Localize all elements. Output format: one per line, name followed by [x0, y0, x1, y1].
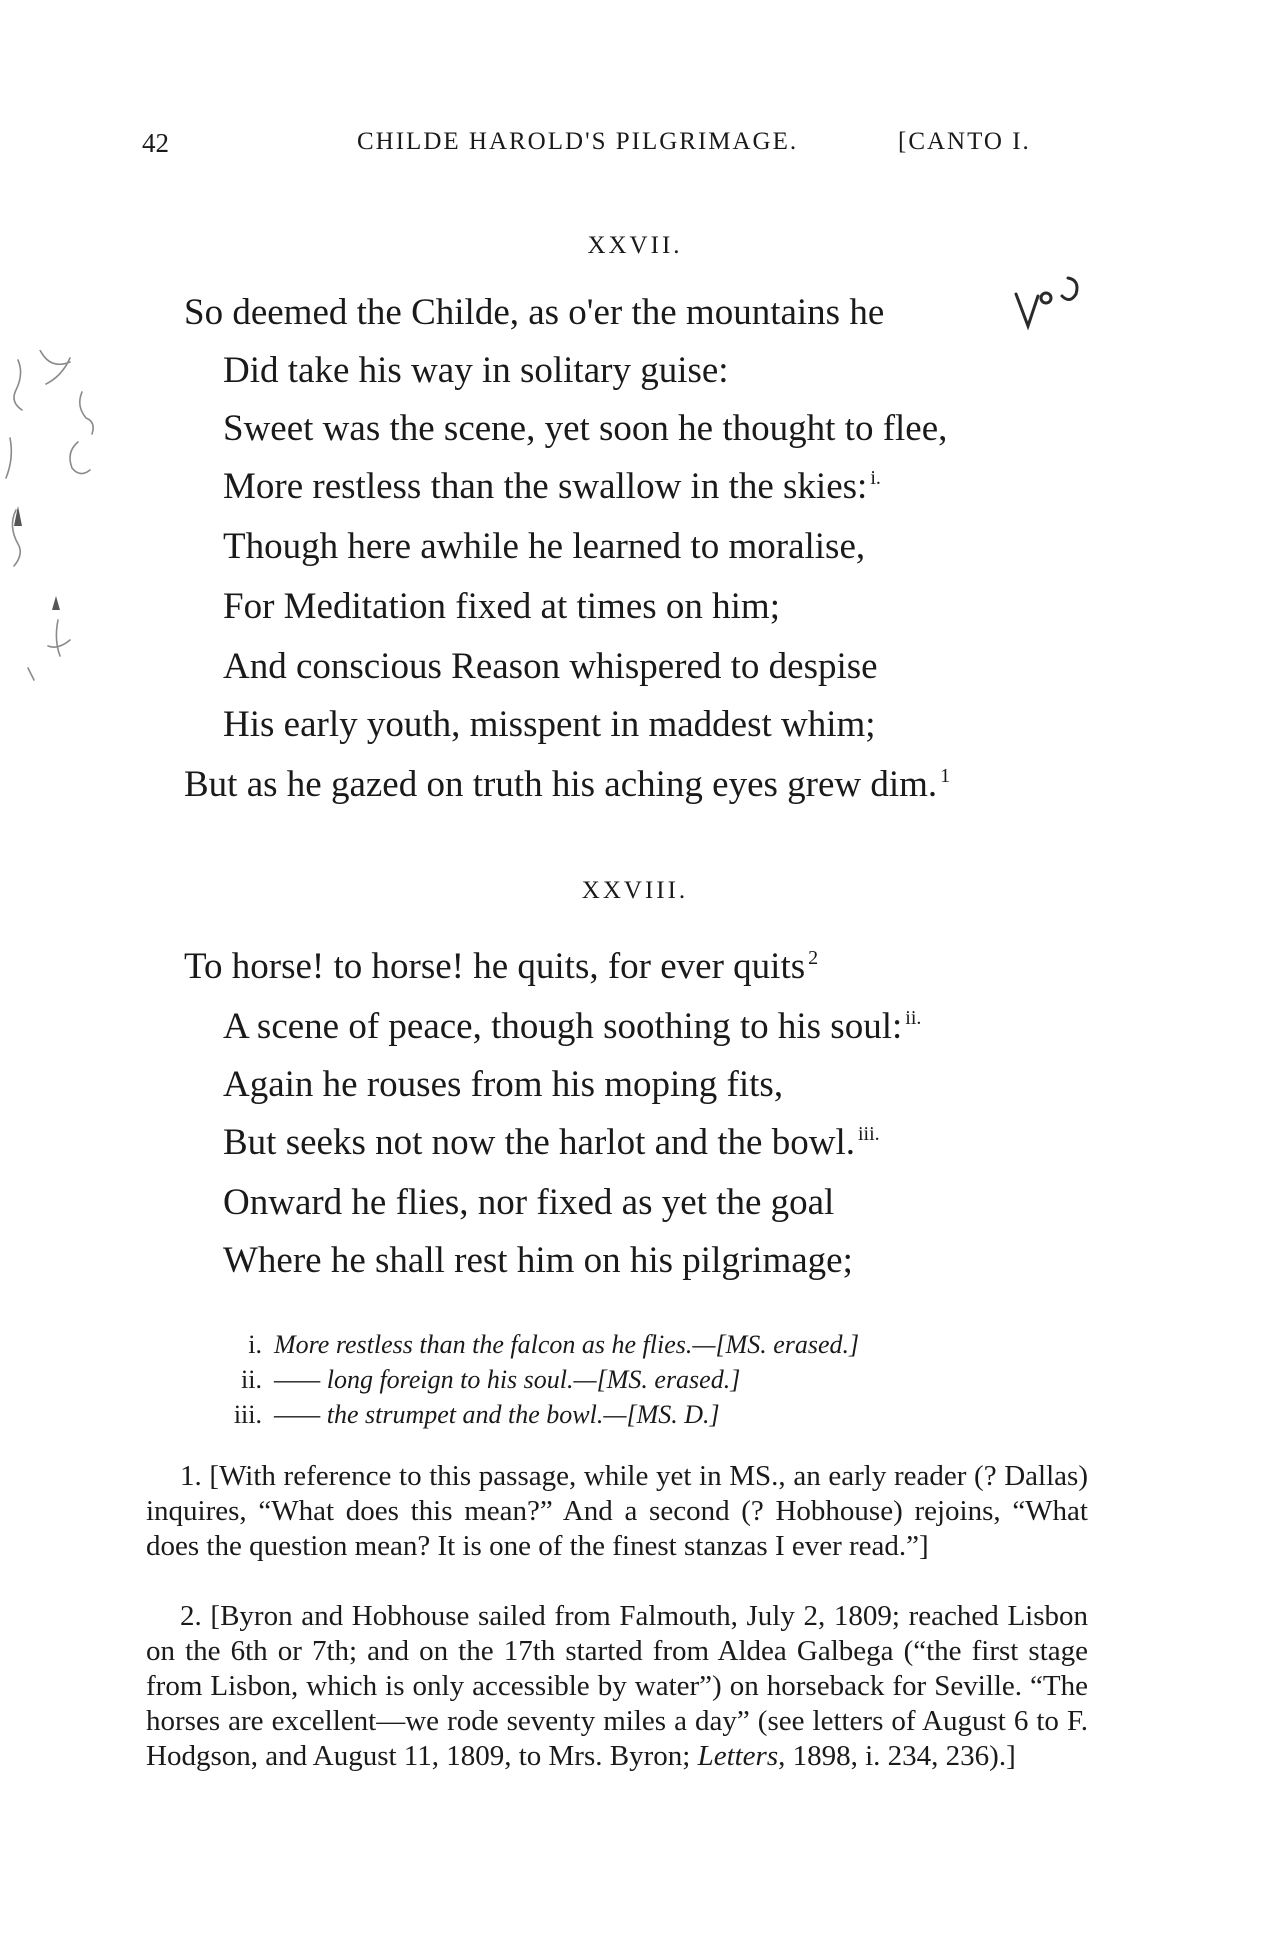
verse-line: His early youth, misspent in maddest whim; — [223, 704, 876, 745]
verse-line: So deemed the Childe, as o'er the mountains he — [184, 292, 885, 333]
footnote-marker: 2 — [808, 947, 819, 969]
footnote-text: [With reference to this passage, while yet in MS., an early reader (? Dallas) inquires, “What does this mean?” And a second (? Hobhouse) rejoins, “What does the question mean? It is one of the finest stanzas I ever read.”] — [146, 1460, 1088, 1562]
variant-reading-marker: i. — [248, 1330, 262, 1359]
verse-line: Did take his way in solitary guise: — [223, 350, 729, 391]
variant-reading-text: —— long foreign to his soul.—[MS. erased.] — [274, 1365, 741, 1394]
variant-reading — [200, 1365, 859, 1400]
verse-line: For Meditation fixed at times on him; — [223, 586, 780, 627]
variant-marker: i. — [870, 467, 881, 489]
canto-label: [CANTO I. — [898, 128, 1031, 155]
cited-work-title: Letters — [697, 1740, 779, 1772]
variant-reading — [200, 1330, 859, 1365]
handwritten-corner-mark — [1010, 268, 1090, 338]
page-number: 42 — [142, 128, 169, 158]
footnote-marker: 2. — [180, 1600, 202, 1632]
verse-line: Onward he flies, nor fixed as yet the goal — [223, 1182, 835, 1223]
verse-line: Where he shall rest him on his pilgrimage; — [223, 1240, 853, 1281]
verse-line: A scene of peace, though soothing to his soul: $^{ii.}$ — [223, 1006, 922, 1047]
variant-marker: ii. — [905, 1007, 922, 1029]
verse-line: Again he rouses from his moping fits, — [223, 1064, 784, 1105]
footnote-marker: 1 — [940, 765, 951, 787]
verse-line: More restless than the swallow in the skies: $^{i.}$ — [223, 466, 881, 507]
variant-reading-marker: ii. — [241, 1365, 262, 1394]
stanza-number-27: XXVII. — [587, 232, 683, 259]
footnote-2 — [146, 1599, 1088, 1774]
variant-reading-text: —— the strumpet and the bowl.—[MS. D.] — [274, 1400, 720, 1429]
footnote-text: [Byron and Hobhouse sailed from Falmouth, July 2, 1809; reached Lisbon on the 6th or 7th; and on the 17th started from Aldea Galbega (“the first stage from Lisbon, which is only accessible by water”) on horseback for Seville. “The horses are excellent—we rode seventy miles a day” (see letters of August 6 to F. Hodgson, and August 11, 1809, to Mrs. Byron; — [146, 1600, 1088, 1772]
footnote-1 — [146, 1459, 1088, 1564]
variant-reading-marker: iii. — [233, 1400, 262, 1429]
footnote-text-end: , 1898, i. 234, 236).] — [778, 1740, 1016, 1772]
marginal-pencil-scribble — [0, 350, 130, 690]
verse-line: Sweet was the scene, yet soon he thought to flee, — [223, 408, 948, 449]
verse-line: To horse! to horse! he quits, for ever quits $^2$ — [184, 946, 819, 987]
variant-marker: iii. — [857, 1123, 880, 1145]
stanza-number-28: XXVIII. — [581, 877, 689, 904]
variant-readings — [200, 1330, 859, 1435]
verse-line: Though here awhile he learned to moralise, — [223, 526, 866, 567]
variant-reading — [200, 1400, 859, 1435]
variant-reading-text: More restless than the falcon as he flies.—[MS. erased.] — [274, 1330, 860, 1359]
footnote-marker: 1. — [180, 1460, 202, 1492]
verse-line: But seeks not now the harlot and the bowl. $^{iii.}$ — [223, 1122, 880, 1163]
verse-line: And conscious Reason whispered to despise — [223, 646, 878, 687]
verse-line: But as he gazed on truth his aching eyes grew dim. $^1$ — [184, 764, 951, 805]
running-title: CHILDE HAROLD'S PILGRIMAGE. — [357, 128, 799, 155]
